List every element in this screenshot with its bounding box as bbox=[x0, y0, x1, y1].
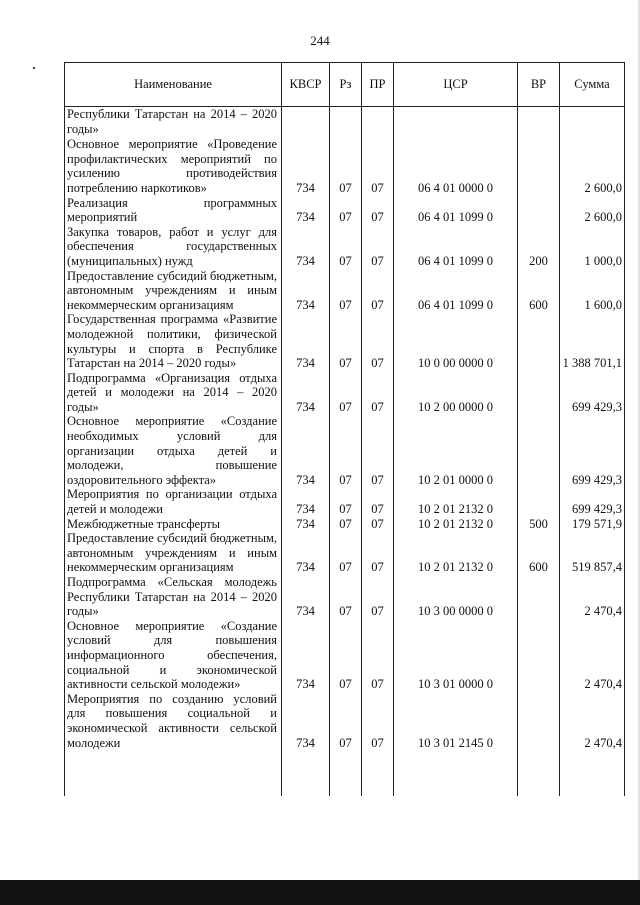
cell-vr: 500 bbox=[518, 517, 560, 532]
cell-vr bbox=[518, 619, 560, 692]
cell-csr: 10 2 00 0000 0 bbox=[394, 371, 518, 415]
header-pr: ПР bbox=[362, 63, 394, 107]
cell-name: Основное мероприятие «Создание условий для повышения информационного обеспечения, социальной и экономической активности сельской молодежи» bbox=[65, 619, 282, 692]
table-filler-row bbox=[65, 750, 625, 796]
cell-vr bbox=[518, 414, 560, 487]
header-csr: ЦСР bbox=[394, 63, 518, 107]
cell-csr: 06 4 01 1099 0 bbox=[394, 269, 518, 313]
cell-pr: 07 bbox=[362, 414, 394, 487]
cell-rz: 07 bbox=[330, 531, 362, 575]
table-row bbox=[65, 487, 625, 516]
scan-speck bbox=[33, 67, 35, 69]
cell-name: Мероприятия по созданию условий для повышения социальной и экономической активности сельской молодежи bbox=[65, 692, 282, 750]
cell-csr: 10 2 01 2132 0 bbox=[394, 517, 518, 532]
header-name: Наименование bbox=[65, 63, 282, 107]
cell-rz: 07 bbox=[330, 517, 362, 532]
header-rz: Рз bbox=[330, 63, 362, 107]
cell-sum: 2 470,4 bbox=[560, 575, 625, 619]
cell-pr: 07 bbox=[362, 269, 394, 313]
cell-rz: 07 bbox=[330, 312, 362, 370]
cell-name: Подпрограмма «Сельская молодежь Республики Татарстан на 2014 – 2020 годы» bbox=[65, 575, 282, 619]
cell-kvsr: 734 bbox=[282, 371, 330, 415]
table-row bbox=[65, 137, 625, 195]
cell-vr: 600 bbox=[518, 531, 560, 575]
cell-pr: 07 bbox=[362, 487, 394, 516]
cell-csr: 10 2 01 2132 0 bbox=[394, 487, 518, 516]
cell-name: Межбюджетные трансферты bbox=[65, 517, 282, 532]
cell-kvsr: 734 bbox=[282, 619, 330, 692]
page-number: 244 bbox=[310, 33, 330, 48]
table-row bbox=[65, 517, 625, 532]
cell-vr bbox=[518, 137, 560, 195]
cell-pr: 07 bbox=[362, 225, 394, 269]
cell-kvsr: 734 bbox=[282, 414, 330, 487]
cell-sum: 519 857,4 bbox=[560, 531, 625, 575]
cell-name: Реализация программных мероприятий bbox=[65, 196, 282, 225]
cell-csr: 06 4 01 1099 0 bbox=[394, 225, 518, 269]
table-row bbox=[65, 531, 625, 575]
cell-pr: 07 bbox=[362, 196, 394, 225]
cell-name: Закупка товаров, работ и услуг для обеспечения государственных (муниципальных) нужд bbox=[65, 225, 282, 269]
cell-kvsr: 734 bbox=[282, 575, 330, 619]
table-row bbox=[65, 619, 625, 692]
cell-vr: 600 bbox=[518, 269, 560, 313]
cell-kvsr: 734 bbox=[282, 225, 330, 269]
table-row bbox=[65, 414, 625, 487]
table-row bbox=[65, 269, 625, 313]
cell-vr bbox=[518, 575, 560, 619]
cell-rz: 07 bbox=[330, 371, 362, 415]
cell-kvsr: 734 bbox=[282, 487, 330, 516]
cell-rz: 07 bbox=[330, 196, 362, 225]
header-kvsr: КВСР bbox=[282, 63, 330, 107]
cell-pr: 07 bbox=[362, 619, 394, 692]
cell-name: Подпрограмма «Организация отдыха детей и молодежи на 2014 – 2020 годы» bbox=[65, 371, 282, 415]
cell-rz: 07 bbox=[330, 575, 362, 619]
cell-vr bbox=[518, 487, 560, 516]
cell-csr: 10 2 01 0000 0 bbox=[394, 414, 518, 487]
cell-rz: 07 bbox=[330, 225, 362, 269]
cell-rz: 07 bbox=[330, 269, 362, 313]
cell-rz: 07 bbox=[330, 692, 362, 750]
cell-vr bbox=[518, 371, 560, 415]
cell-rz: 07 bbox=[330, 137, 362, 195]
header-sum: Сумма bbox=[560, 63, 625, 107]
cell-pr: 07 bbox=[362, 692, 394, 750]
cell-csr: 06 4 01 1099 0 bbox=[394, 196, 518, 225]
table-row bbox=[65, 575, 625, 619]
cell-kvsr: 734 bbox=[282, 531, 330, 575]
cell-name: Основное мероприятие «Проведение профилактических мероприятий по усилению противодействия потреблению наркотиков» bbox=[65, 137, 282, 195]
cell-kvsr: 734 bbox=[282, 137, 330, 195]
cell-rz: 07 bbox=[330, 414, 362, 487]
cell-name: Предоставление субсидий бюджетным, автономным учреждениям и иным некоммерческим организациям bbox=[65, 269, 282, 313]
cell-rz: 07 bbox=[330, 619, 362, 692]
scan-bottom-border bbox=[0, 880, 640, 905]
cell-pr: 07 bbox=[362, 517, 394, 532]
cell-name: Государственная программа «Развитие молодежной политики, физической культуры и спорта в Республике Татарстан на 2014 – 2020 годы» bbox=[65, 312, 282, 370]
continuation-text: Республики Татарстан на 2014 – 2020 годы» bbox=[65, 107, 282, 138]
cell-csr: 10 3 01 2145 0 bbox=[394, 692, 518, 750]
table-row bbox=[65, 692, 625, 750]
cell-sum: 2 600,0 bbox=[560, 137, 625, 195]
table-row bbox=[65, 371, 625, 415]
cell-name: Мероприятия по организации отдыха детей и молодежи bbox=[65, 487, 282, 516]
cell-pr: 07 bbox=[362, 312, 394, 370]
cell-kvsr: 734 bbox=[282, 312, 330, 370]
cell-vr: 200 bbox=[518, 225, 560, 269]
cell-name: Предоставление субсидий бюджетным, автономным учреждениям и иным некоммерческим организациям bbox=[65, 531, 282, 575]
cell-kvsr: 734 bbox=[282, 692, 330, 750]
cell-sum: 2 600,0 bbox=[560, 196, 625, 225]
cell-vr bbox=[518, 692, 560, 750]
cell-sum: 699 429,3 bbox=[560, 487, 625, 516]
cell-sum: 179 571,9 bbox=[560, 517, 625, 532]
cell-sum: 2 470,4 bbox=[560, 692, 625, 750]
cell-pr: 07 bbox=[362, 137, 394, 195]
cell-sum: 1 600,0 bbox=[560, 269, 625, 313]
cell-csr: 10 3 01 0000 0 bbox=[394, 619, 518, 692]
table-row bbox=[65, 225, 625, 269]
header-vr: ВР bbox=[518, 63, 560, 107]
cell-vr bbox=[518, 196, 560, 225]
cell-rz: 07 bbox=[330, 487, 362, 516]
cell-csr: 06 4 01 0000 0 bbox=[394, 137, 518, 195]
continuation-row bbox=[65, 107, 625, 138]
table-row bbox=[65, 196, 625, 225]
cell-kvsr: 734 bbox=[282, 196, 330, 225]
cell-sum: 1 000,0 bbox=[560, 225, 625, 269]
table-row bbox=[65, 312, 625, 370]
cell-name: Основное мероприятие «Создание необходимых условий для организации отдыха детей и молодежи, повышение оздоровительного эффекта» bbox=[65, 414, 282, 487]
cell-pr: 07 bbox=[362, 575, 394, 619]
cell-csr: 10 2 01 2132 0 bbox=[394, 531, 518, 575]
cell-csr: 10 0 00 0000 0 bbox=[394, 312, 518, 370]
cell-sum: 699 429,3 bbox=[560, 414, 625, 487]
cell-vr bbox=[518, 312, 560, 370]
cell-csr: 10 3 00 0000 0 bbox=[394, 575, 518, 619]
cell-pr: 07 bbox=[362, 531, 394, 575]
cell-sum: 2 470,4 bbox=[560, 619, 625, 692]
cell-pr: 07 bbox=[362, 371, 394, 415]
cell-sum: 1 388 701,1 bbox=[560, 312, 625, 370]
cell-sum: 699 429,3 bbox=[560, 371, 625, 415]
cell-kvsr: 734 bbox=[282, 269, 330, 313]
cell-kvsr: 734 bbox=[282, 517, 330, 532]
budget-table bbox=[64, 62, 625, 796]
table-header-row bbox=[65, 63, 625, 107]
